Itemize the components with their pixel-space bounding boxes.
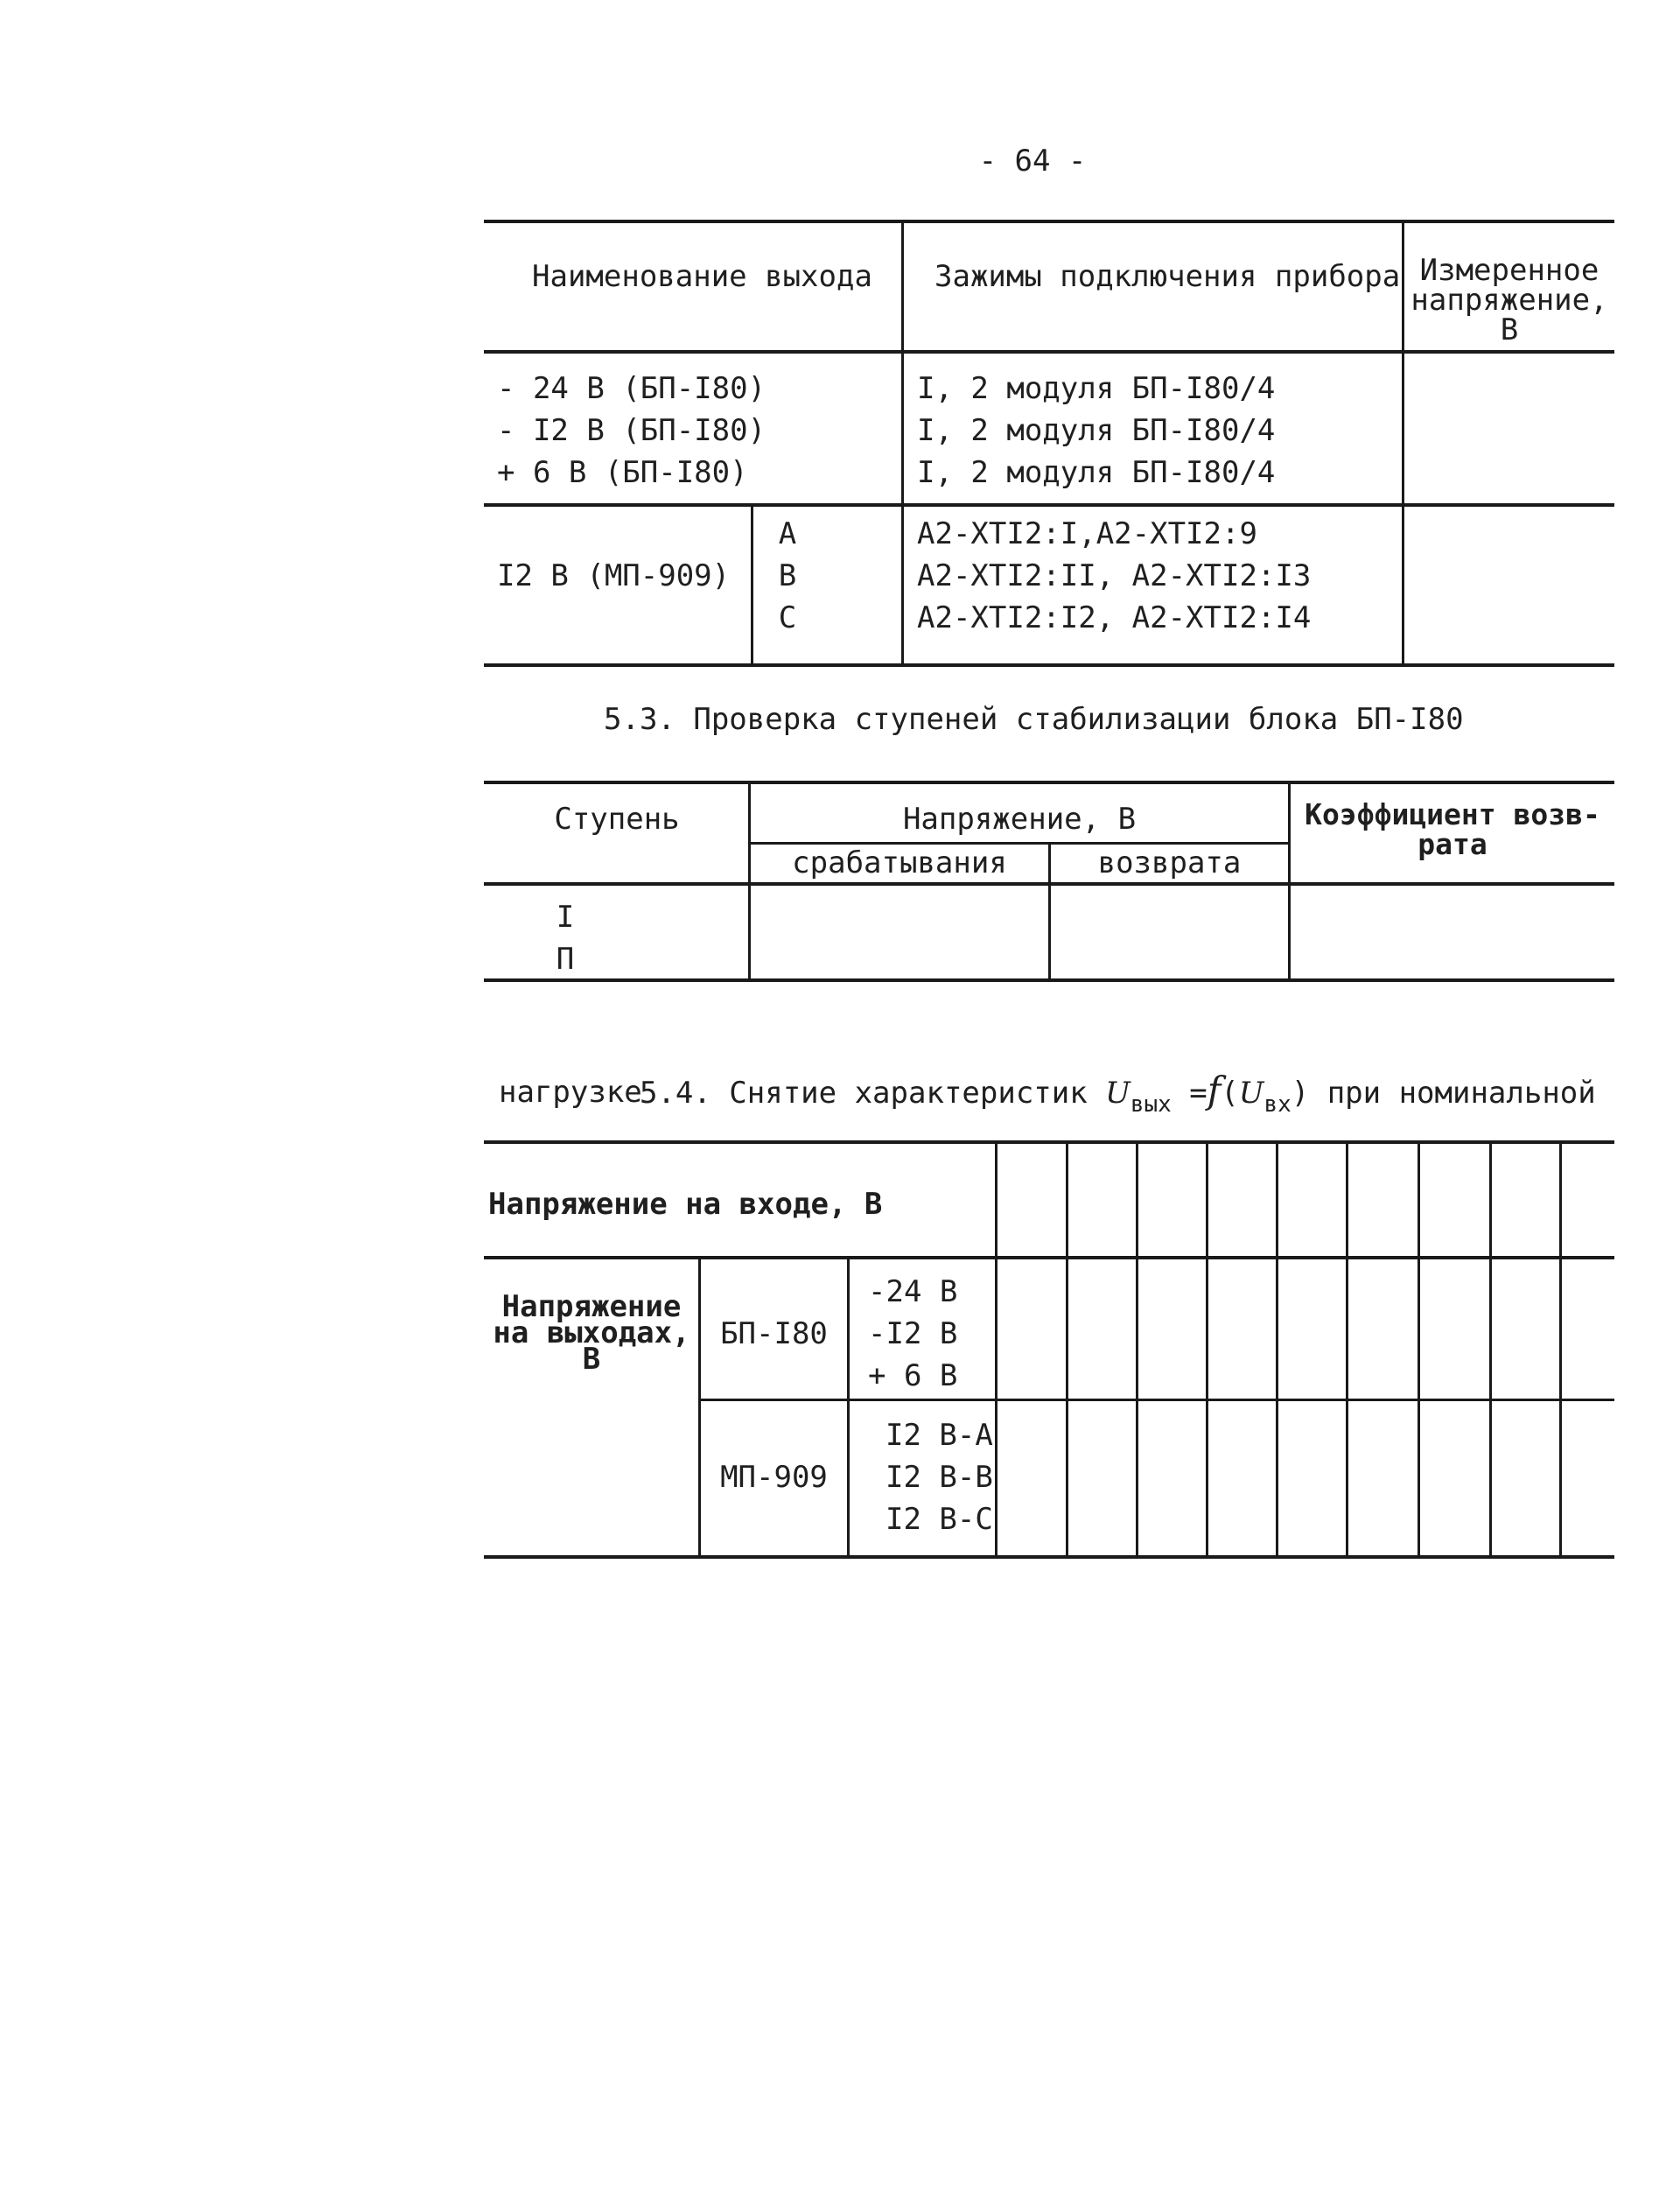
page-number: - 64 -	[978, 144, 1087, 179]
section-5-4-line2: нагрузке	[499, 1075, 642, 1110]
clamp-terminals: I, 2 модуля БП-I80/4	[917, 455, 1276, 490]
section-5-4-title	[604, 1027, 1596, 1117]
output-label-line: Напряжение	[501, 1289, 682, 1324]
clamp-terminals: А2-ХТI2:II, А2-ХТI2:I3	[917, 558, 1312, 593]
clamp-terminals: I, 2 модуля БП-I80/4	[917, 371, 1276, 406]
bp-output: -I2 В	[868, 1316, 958, 1351]
u-in-subscript: вх	[1264, 1091, 1292, 1118]
header-measured-voltage	[1404, 253, 1614, 347]
header-voltage: Напряжение, В	[902, 802, 1137, 837]
clamp-terminals: А2-ХТI2:I,А2-ХТI2:9	[917, 516, 1257, 551]
output-name: + 6 В (БП-I80)	[497, 455, 748, 490]
header-return: возврата	[1097, 845, 1242, 880]
table-divider	[751, 506, 753, 666]
grid-column	[1066, 1140, 1068, 1558]
grid-column	[1489, 1140, 1492, 1558]
header-return-coefficient	[1291, 797, 1614, 861]
output-name: - 24 В (БП-I80)	[497, 371, 766, 406]
clamp-terminals: А2-ХТI2:I2, А2-ХТI2:I4	[917, 600, 1312, 635]
mp-output: I2 В-С	[886, 1502, 993, 1537]
output-voltage-label	[486, 1289, 696, 1377]
table-rule	[700, 1399, 1614, 1401]
header-measured-line: Измеренное	[1419, 253, 1600, 288]
u-out-symbol: U	[1105, 1076, 1130, 1111]
table-rule	[484, 781, 1614, 784]
grid-column	[1136, 1140, 1138, 1558]
bp-output: -24 В	[868, 1274, 958, 1309]
grid-column	[1559, 1140, 1562, 1558]
header-stage: Ступень	[554, 802, 680, 837]
output-name: I2 В (МП-909)	[497, 558, 731, 593]
section-5-3-title: 5.3. Проверка ступеней стабилизации блока БП-I80	[604, 702, 1464, 737]
u-out-subscript: вых	[1130, 1091, 1172, 1118]
grid-column	[995, 1140, 998, 1558]
table-rule	[484, 1140, 1614, 1144]
unit-mp-909: МП-909	[720, 1460, 828, 1495]
phase-label: В	[778, 558, 797, 593]
header-coef-line: Коэффициент возв-	[1305, 797, 1600, 831]
mp-output: I2 В-В	[886, 1460, 993, 1495]
table-rule	[484, 503, 1614, 507]
open-paren: (	[1221, 1076, 1239, 1111]
table-rule	[484, 663, 1614, 667]
input-voltage-label: Напряжение на входе, В	[488, 1187, 883, 1222]
stage-label: П	[556, 942, 575, 977]
table-divider	[901, 220, 904, 666]
header-measured-line: напряжение,	[1410, 283, 1608, 318]
header-output-name: Наименование выхода	[532, 259, 872, 294]
output-label-line: В	[582, 1342, 601, 1377]
clamp-terminals: I, 2 модуля БП-I80/4	[917, 413, 1276, 448]
unit-bp-180: БП-I80	[720, 1316, 828, 1351]
grid-column	[1206, 1140, 1208, 1558]
grid-column	[1346, 1140, 1348, 1558]
table-divider	[847, 1258, 850, 1558]
output-name: - I2 В (БП-I80)	[497, 413, 766, 448]
mp-output: I2 В-А	[886, 1418, 993, 1453]
grid-column	[1418, 1140, 1420, 1558]
table-rule	[484, 1256, 1614, 1259]
header-measured-line: В	[1500, 312, 1519, 347]
table-divider	[698, 1258, 701, 1558]
header-trigger: срабатывания	[792, 845, 1007, 880]
phase-label: А	[778, 516, 797, 551]
function-symbol: f	[1207, 1069, 1222, 1112]
equals-sign: =	[1171, 1076, 1208, 1111]
header-clamps: Зажимы подключения прибора	[934, 259, 1401, 294]
output-label-line: на выходах,	[493, 1315, 690, 1350]
grid-column	[1276, 1140, 1278, 1558]
table-rule	[484, 220, 1614, 223]
stage-label: I	[556, 900, 575, 935]
table-rule	[484, 350, 1614, 354]
table-rule	[484, 1555, 1614, 1559]
section-5-4-suffix: ) при номинальной	[1291, 1076, 1596, 1111]
bp-output: + 6 В	[868, 1358, 958, 1393]
header-coef-line: рата	[1418, 827, 1488, 861]
section-5-4-prefix: 5.4. Снятие характеристик	[639, 1076, 1106, 1111]
phase-label: С	[778, 600, 797, 635]
u-in-symbol: U	[1238, 1076, 1264, 1111]
